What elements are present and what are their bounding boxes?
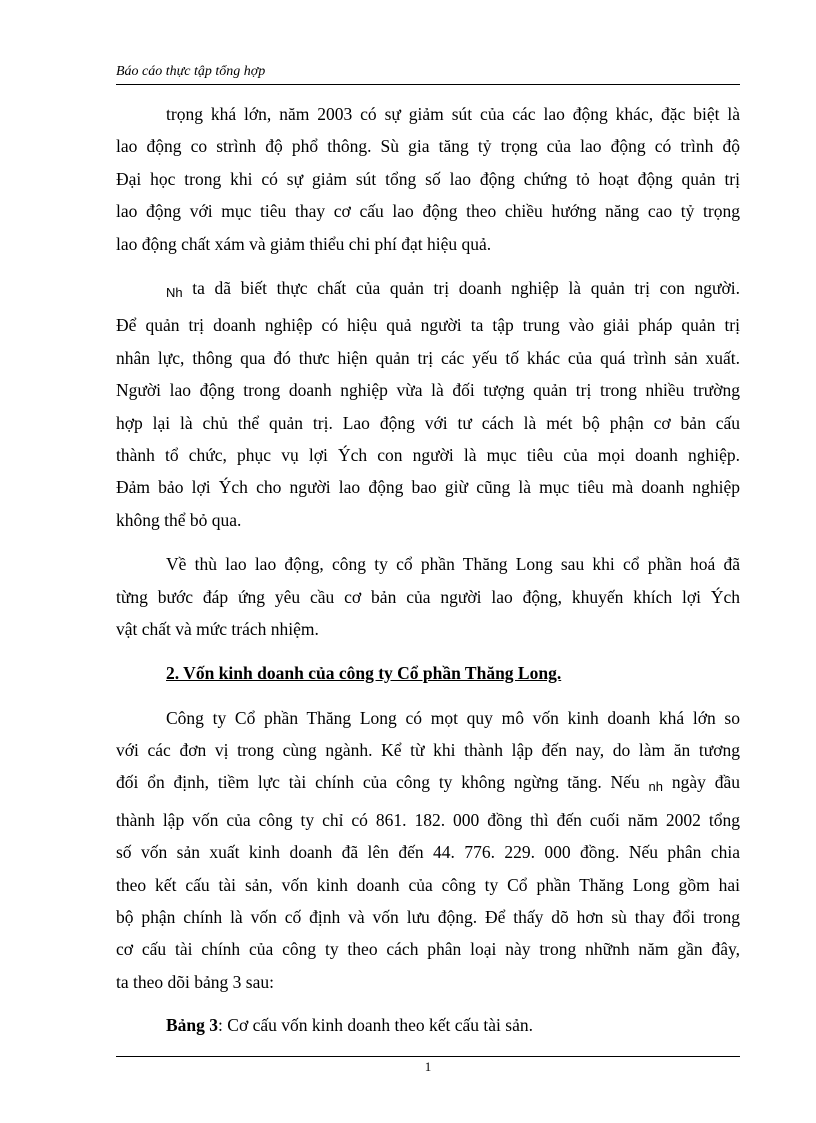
text-line: bộ phận chính là vốn cố định và vốn lưu động. Để thấy dõ hơn sù thay đổi trong: [116, 906, 740, 927]
text-line: [116, 272, 740, 309]
text-line-rest: ta dã biết thực chất của quản trị doanh nghiệp là quản trị con người.: [182, 278, 740, 299]
page-header: [116, 62, 740, 85]
text-line: hợp lại là chủ thể quản trị. Lao động với tư cách là mét bộ phận cơ bản cấu: [116, 412, 740, 433]
text-line: trọng khá lớn, năm 2003 có sự giảm sút của các lao động khác, đặc biệt là: [166, 104, 740, 124]
paragraph-2: [116, 272, 740, 536]
text-line: số vốn sản xuất kinh doanh đã lên đến 44. 776. 229. 000 đồng. Nếu phân chia: [116, 842, 740, 863]
text-line: Công ty Cổ phần Thăng Long có mọt quy mô vốn kinh doanh khá lớn so: [166, 707, 740, 728]
text-line: Người lao động trong doanh nghiệp vừa là đối tượng quản trị trong nhiều trường: [116, 380, 740, 401]
text-line: lao động chất xám và giảm thiểu chi phí đạt hiệu quả.: [116, 233, 492, 254]
paragraph-4: [116, 702, 740, 999]
paragraph-3: [116, 548, 740, 645]
text-line: từng bước đáp ứng yêu cầu cơ bản của người lao động, khuyến khích lợi Ých: [116, 586, 740, 607]
header-title: Báo cáo thực tập tổng hợp: [116, 64, 266, 79]
section-heading: 2. Vốn kinh doanh của công ty Cổ phần Thăng Long.: [166, 662, 562, 683]
table-caption-text: : Cơ cấu vốn kinh doanh theo kết cấu tài sản.: [218, 1015, 533, 1036]
text-line: vật chất và mức trách nhiệm.: [116, 619, 319, 640]
text-line: không thể bỏ qua.: [116, 509, 242, 530]
text-line: lao động với mục tiêu thay cơ cấu lao động theo chiều hướng năng cao tỷ trọng: [116, 201, 740, 222]
text-line: thành lập vốn của công ty chỉ có 861. 182. 000 đồng thì đến cuối năm 2002 tổng: [116, 809, 740, 830]
text-line: Về thù lao lao động, công ty cổ phần Thăng Long sau khi cổ phần hoá đã: [166, 554, 740, 575]
table-caption: [116, 1010, 740, 1040]
text-line: nhân lực, thông qua đó thưc hiện quản trị các yếu tố khác của quá trình sản xuất.: [116, 347, 740, 368]
page-footer: [116, 1056, 740, 1074]
text-line: ta theo dõi bảng 3 sau:: [116, 971, 274, 992]
text-line-start: đối ổn định, tiềm lực tài chính của công ty không ngừng tăng. Nếu: [116, 772, 649, 793]
text-line-end: ngày đầu: [663, 772, 740, 793]
text-line: với các đơn vị trong cùng ngành. Kể từ khi thành lập đến nay, do làm ăn tương: [116, 739, 740, 760]
text-line: lao động co strình độ phổ thông. Sù gia tăng tỷ trọng của lao động có trình độ: [116, 136, 740, 157]
text-fragment: Nh: [166, 285, 183, 301]
text-fragment: nh: [648, 779, 664, 795]
paragraph-1: [116, 98, 740, 260]
table-caption-label: Bảng 3: [166, 1015, 219, 1036]
text-line: Để quản trị doanh nghiệp có hiệu quả người ta tập trung vào giải pháp quản trị: [116, 315, 740, 336]
text-line: Đại học trong khi có sự giảm sút tổng số lao động chứng tỏ hoạt động quản trị: [116, 168, 740, 189]
document-body: [116, 98, 740, 1040]
text-line: [116, 766, 740, 803]
text-line: theo kết cấu tài sản, vốn kinh doanh của công ty Cổ phần Thăng Long gồm hai: [116, 874, 740, 895]
text-line: thành tổ chức, phục vụ lợi Ých con người là mục tiêu của mọi doanh nghiệp.: [116, 445, 740, 466]
text-line: Đảm bảo lợi Ých cho người lao động bao giừ cũng là mục tiêu mà doanh nghiệp: [116, 477, 740, 498]
page-number: 1: [424, 1059, 432, 1074]
text-line: cơ cấu tài chính của công ty theo cách phân loại này trong nhữnh năm gần đây,: [116, 939, 740, 960]
